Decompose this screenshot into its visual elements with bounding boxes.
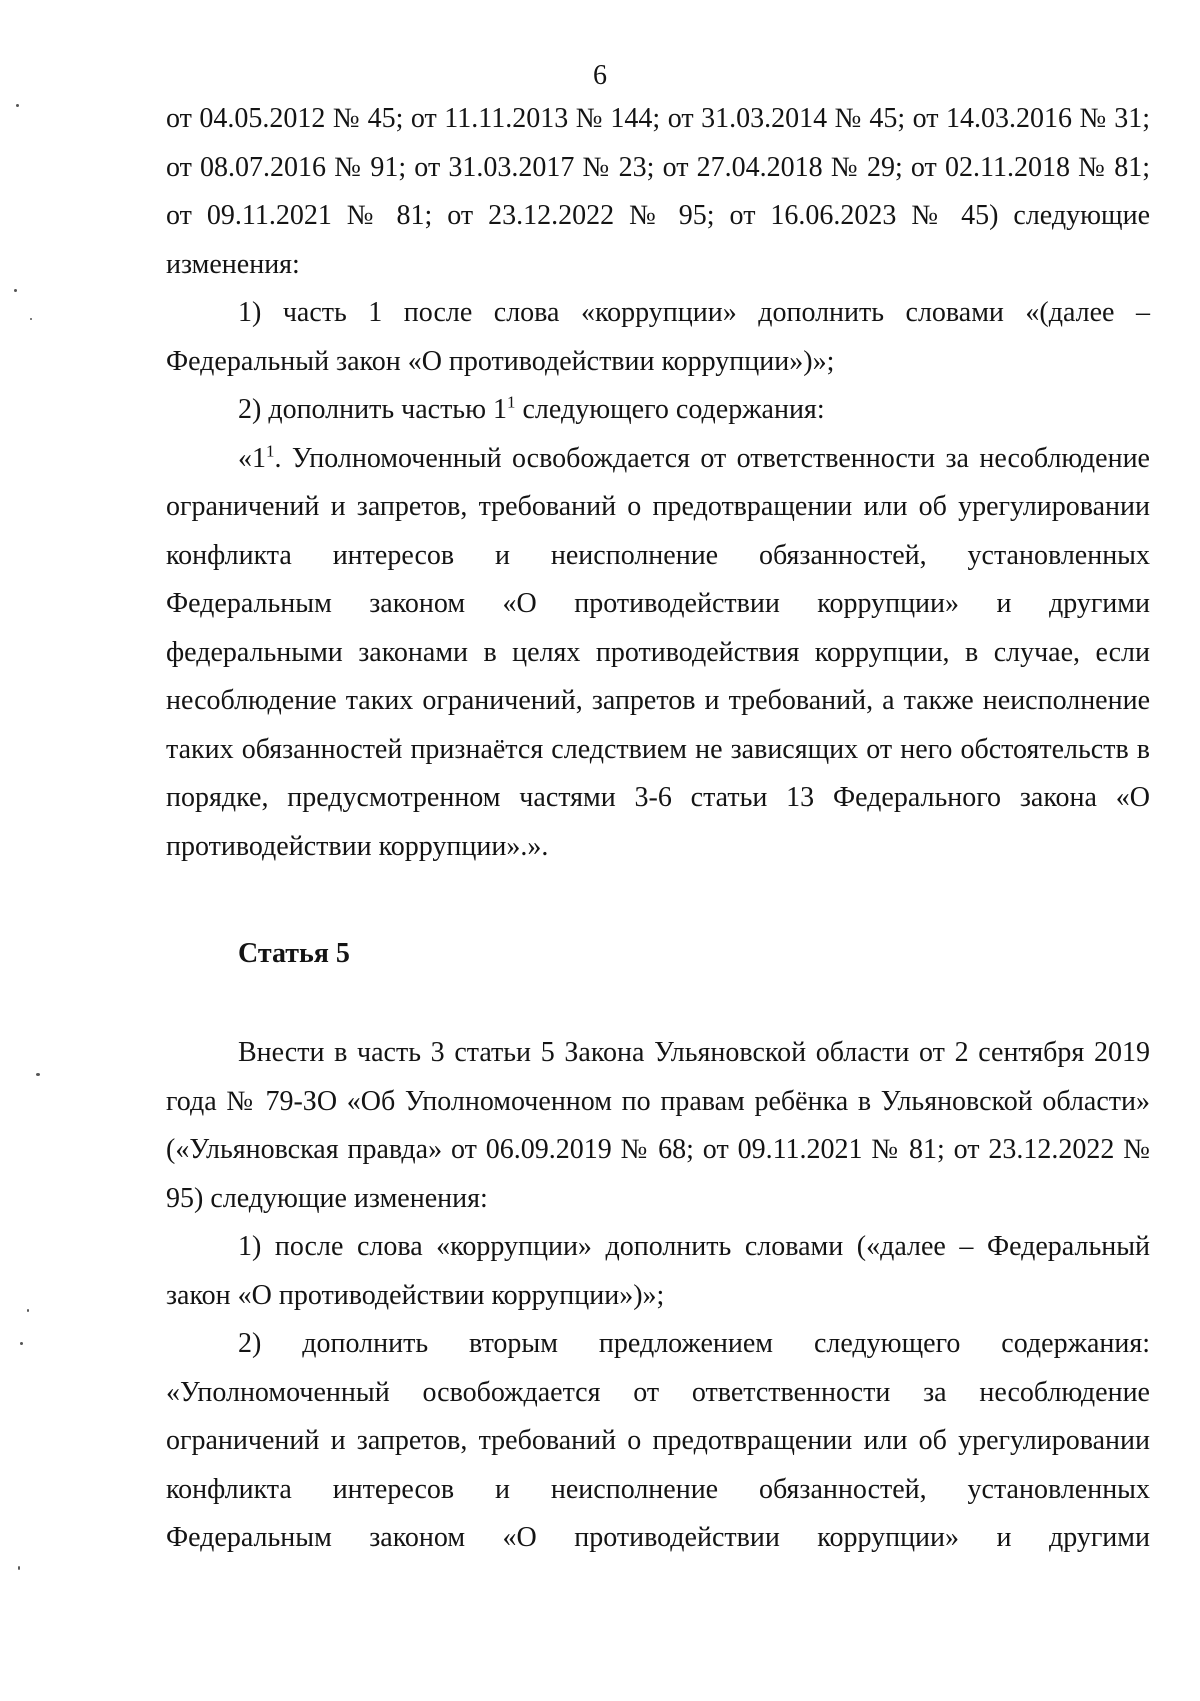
amendment-item-2 bbox=[166, 386, 1150, 435]
article-4-continuation bbox=[166, 95, 1150, 871]
scan-speck bbox=[20, 1342, 23, 1345]
item-2-text-start: 2) дополнить частью 1 bbox=[238, 394, 507, 425]
article-5-item-2: 2) дополнить вторым предложением следующего содержания: «Уполномоченный освобождается от ответственности за несоблюдение ограничений и запретов, требований о предотвращении или об урегулировании конфликта интересов и неисполнение обязанностей, установленных Федеральным законом «О противодействии коррупции» и другими bbox=[166, 1328, 1150, 1553]
quoted-part-1-1 bbox=[166, 435, 1150, 872]
item-2-text-end: следующего содержания: bbox=[515, 394, 825, 425]
article-5-item-1: 1) после слова «коррупции» дополнить словами («далее – Федеральный закон «О противодействии коррупции»)»; bbox=[166, 1231, 1150, 1311]
scan-speck bbox=[36, 1073, 40, 1076]
scan-speck bbox=[30, 318, 32, 320]
amendment-item-1: 1) часть 1 после слова «коррупции» дополнить словами «(далее – Федеральный закон «О противодействии коррупции»)»; bbox=[166, 297, 1150, 377]
article-5-body bbox=[166, 1029, 1150, 1563]
scan-speck bbox=[18, 1566, 20, 1570]
scan-speck bbox=[14, 289, 17, 292]
article-heading: Статья 5 bbox=[238, 938, 350, 969]
scan-speck bbox=[16, 104, 19, 107]
quote-open: «1 bbox=[238, 442, 266, 474]
scan-speck bbox=[27, 1309, 29, 1312]
amendment-intro-paragraph: от 04.05.2012 № 45; от 11.11.2013 № 144; от 31.03.2014 № 45; от 14.03.2016 № 31; от 08.07.2016 № 91; от 31.03.2017 № 23; от 27.04.2018 № 29; от 02.11.2018 № 81; от 09.11.2021 № 81; от 23.12.2022 № 95; от 16.06.2023 № 45) следующие изменения: bbox=[166, 103, 1150, 280]
quote-superscript: 1 bbox=[266, 441, 275, 461]
page-number: 6 bbox=[593, 60, 607, 91]
article-5-intro-paragraph: Внести в часть 3 статьи 5 Закона Ульяновской области от 2 сентября 2019 года № 79-ЗО «Об Уполномоченном по правам ребёнка в Ульяновской области» («Ульяновская правда» от 06.09.2019 № 68; от 09.11.2021 № 81; от 23.12.2022 № 95) следующие изменения: bbox=[166, 1037, 1150, 1214]
quote-body: . Уполномоченный освобождается от ответственности за несоблюдение ограничений и запретов, требований о предотвращении или об урегулировании конфликта интересов и неисполнение обязанностей, установленных Федеральным законом «О противодействии коррупции» и другими федеральными законами в целях противодействия коррупции, в случае, если несоблюдение таких ограничений, запретов и требований, а также неисполнение таких обязанностей признаётся следствием не зависящих от него обстоятельств в порядке, предусмотренном частями 3-6 статьи 13 Федерального закона «О противодействии коррупции».». bbox=[166, 442, 1150, 862]
item-2-superscript: 1 bbox=[507, 392, 516, 412]
